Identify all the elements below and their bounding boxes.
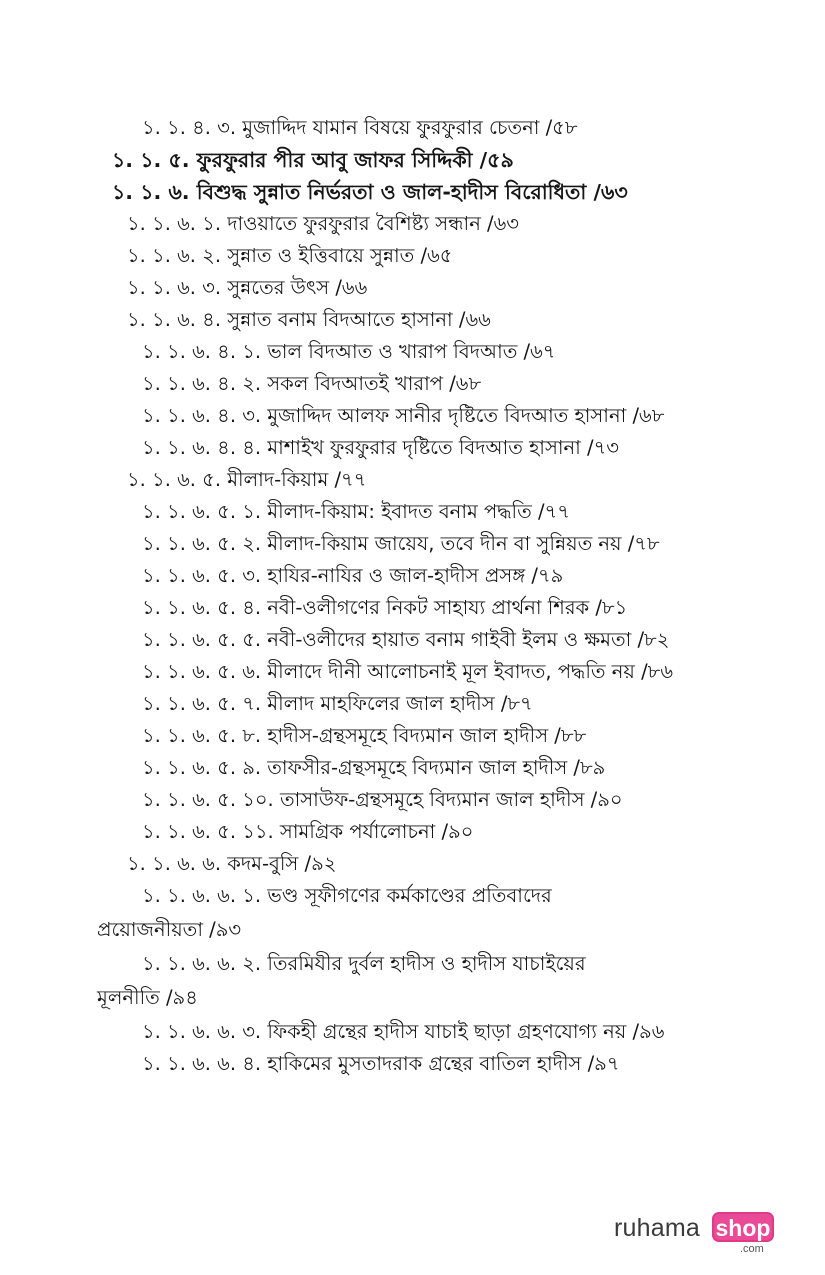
toc-entry-continuation: মূলনীতি /৯৪ (97, 986, 198, 1009)
toc-entry: ১. ১. ৬. ৫. ৫. নবী-ওলীদের হায়াত বনাম গাইবী ইলম ও ক্ষমতা /৮২ (142, 628, 670, 651)
toc-entry: ১. ১. ৬. ৫. মীলাদ-কিয়াম /৭৭ (127, 468, 367, 491)
toc-entry: ১. ১. ৬. ৪. ২. সকল বিদআতই খারাপ /৬৮ (142, 372, 482, 395)
toc-entry: ১. ১. ৬. ৬. ৩. ফিকহী গ্রন্থের হাদীস যাচাই ছাড়া গ্রহণযোগ্য নয় /৯৬ (142, 1020, 665, 1043)
toc-entry: ১. ১. ৪. ৩. মুজাদ্দিদ যামান বিষয়ে ফুরফুরার চেতনা /৫৮ (142, 116, 578, 139)
toc-entry: ১. ১. ৬. ৪. সুন্নাত বনাম বিদআতে হাসানা /৬৬ (127, 308, 491, 331)
toc-entry: ১. ১. ৫. ফুরফুরার পীর আবু জাফর সিদ্দিকী /৫৯ (112, 148, 514, 172)
toc-entry: ১. ১. ৬. ৫. ৭. মীলাদ মাহফিলের জাল হাদীস /৮৭ (142, 692, 533, 715)
toc-entry: ১. ১. ৬. ৫. ৮. হাদীস-গ্রন্থসমূহে বিদ্যমান জাল হাদীস /৮৮ (142, 724, 587, 747)
toc-entry: ১. ১. ৬. ৬. ১. ভণ্ড সূফীগণের কর্মকাণ্ডের প্রতিবাদের (142, 884, 552, 907)
ruhamashop-logo (614, 1208, 784, 1260)
toc-entry: ১. ১. ৬. ৫. ৯. তাফসীর-গ্রন্থসমূহে বিদ্যমান জাল হাদীস /৮৯ (142, 756, 606, 779)
toc-entry: ১. ১. ৬. ৫. ১১. সামগ্রিক পর্যালোচনা /৯০ (142, 820, 474, 843)
toc-entry: ১. ১. ৬. ৪. ৩. মুজাদ্দিদ আলফ সানীর দৃষ্টিতে বিদআত হাসানা /৬৮ (142, 404, 665, 427)
logo-text-shop: shop (712, 1212, 774, 1242)
toc-entry: ১. ১. ৬. ৬. ৪. হাকিমের মুসতাদরাক গ্রন্থের বাতিল হাদীস /৯৭ (142, 1052, 620, 1075)
toc-entry: ১. ১. ৬. ৫. ১০. তাসাউফ-গ্রন্থসমূহে বিদ্যমান জাল হাদীস /৯০ (142, 788, 623, 811)
toc-entry: ১. ১. ৬. ৫. ৪. নবী-ওলীগণের নিকট সাহায্য প্রার্থনা শিরক /৮১ (142, 596, 628, 619)
toc-entry: ১. ১. ৬. ৫. ১. মীলাদ-কিয়াম: ইবাদত বনাম পদ্ধতি /৭৭ (142, 500, 570, 523)
toc-entry: ১. ১. ৬. ৬. ২. তিরমিযীর দুর্বল হাদীস ও হাদীস যাচাইয়ের (142, 952, 586, 975)
toc-entry: ১. ১. ৬. ৫. ৬. মীলাদে দীনী আলোচনাই মূল ইবাদত, পদ্ধতি নয় /৮৬ (142, 660, 673, 683)
toc-entry: ১. ১. ৬. ৩. সুন্নতের উৎস /৬৬ (127, 276, 368, 299)
toc-entry: ১. ১. ৬. ৪. ৪. মাশাইখ ফুরফুরার দৃষ্টিতে বিদআত হাসানা /৭৩ (142, 436, 619, 459)
toc-entry: ১. ১. ৬. বিশুদ্ধ সুন্নাত নির্ভরতা ও জাল-হাদীস বিরোধিতা /৬৩ (112, 180, 628, 204)
toc-entry-continuation: প্রয়োজনীয়তা /৯৩ (97, 918, 242, 941)
toc-entry: ১. ১. ৬. ৪. ১. ভাল বিদআত ও খারাপ বিদআত /৬৭ (142, 340, 556, 363)
logo-text-ruhama: ruhama (614, 1214, 700, 1242)
toc-entry: ১. ১. ৬. ১. দাওয়াতে ফুরফুরার বৈশিষ্ট্য সন্ধান /৬৩ (127, 212, 519, 235)
toc-entry: ১. ১. ৬. ৬. কদম-বুসি /৯২ (127, 852, 337, 875)
toc-entry: ১. ১. ৬. ৫. ৩. হাযির-নাযির ও জাল-হাদীস প্রসঙ্গ /৭৯ (142, 564, 564, 587)
logo-text-com: .com (740, 1243, 764, 1255)
toc-entry: ১. ১. ৬. ২. সুন্নাত ও ইত্তিবায়ে সুন্নাত /৬৫ (127, 244, 453, 267)
toc-entry: ১. ১. ৬. ৫. ২. মীলাদ-কিয়াম জায়েয, তবে দীন বা সুন্নিয়ত নয় /৭৮ (142, 532, 660, 555)
